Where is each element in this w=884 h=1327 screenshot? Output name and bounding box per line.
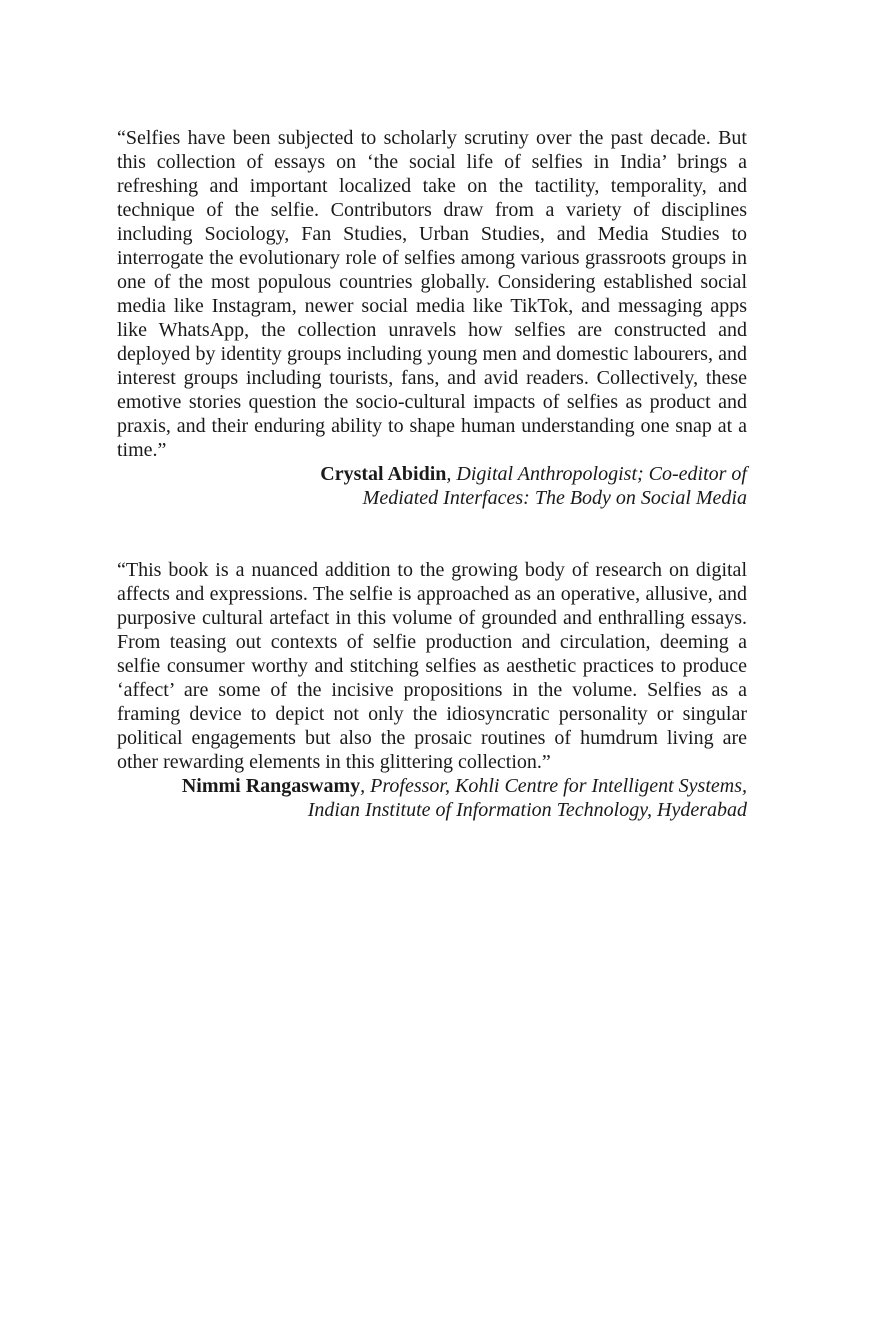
endorser-name: Crystal Abidin xyxy=(320,463,447,485)
attribution-separator: , xyxy=(446,463,457,485)
endorsement-attribution xyxy=(117,462,747,510)
endorser-role: Digital Anthropologist; Co-editor of xyxy=(456,463,747,485)
endorsement-quote: “Selfies have been subjected to scholarly scrutiny over the past decade. But this collection of essays on ‘the social life of selfies in India’ brings a refreshing and important localized take on the tactility, temporality, and technique of the selfie. Contributors draw from a variety of disciplines including Sociology, Fan Studies, Urban Studies, and Media Studies to interrogate the evolutionary role of selfies among various grassroots groups in one of the most populous countries globally. Considering established social media like Instagram, newer social media like TikTok, and messaging apps like WhatsApp, the collection unravels how selfies are constructed and deployed by identity groups including young men and domestic labourers, and interest groups including tourists, fans, and avid readers. Collectively, these emotive stories question the socio-cultural impacts of selfies as product and praxis, and their enduring ability to shape human understanding one snap at a time.” xyxy=(117,127,747,461)
endorser-role: Professor, Kohli Centre for Intelligent Systems, xyxy=(370,775,747,797)
endorsement-quote: “This book is a nuanced addition to the growing body of research on digital affects and expressions. The selfie is approached as an operative, allusive, and purposive cultural artefact in this volume of grounded and enthralling essays. From teasing out contexts of selfie production and circulation, deeming a selfie consumer worthy and stitching selfies as aesthetic practices to produce ‘affect’ are some of the incisive propositions in the volume. Selfies as a framing device to depict not only the idiosyncratic personality or singular political engagements but also the prosaic routines of humdrum living are other rewarding elements in this glittering collection.” xyxy=(117,559,747,773)
endorsement-rangaswamy xyxy=(117,558,747,822)
endorser-name: Nimmi Rangaswamy xyxy=(181,775,361,797)
endorsement-abidin xyxy=(117,126,747,510)
endorser-role-continued: Mediated Interfaces: The Body on Social Media xyxy=(362,487,747,509)
endorsement-attribution xyxy=(117,774,747,822)
attribution-separator: , xyxy=(360,775,371,797)
endorser-role-continued: Indian Institute of Information Technology, Hyderabad xyxy=(307,799,747,821)
